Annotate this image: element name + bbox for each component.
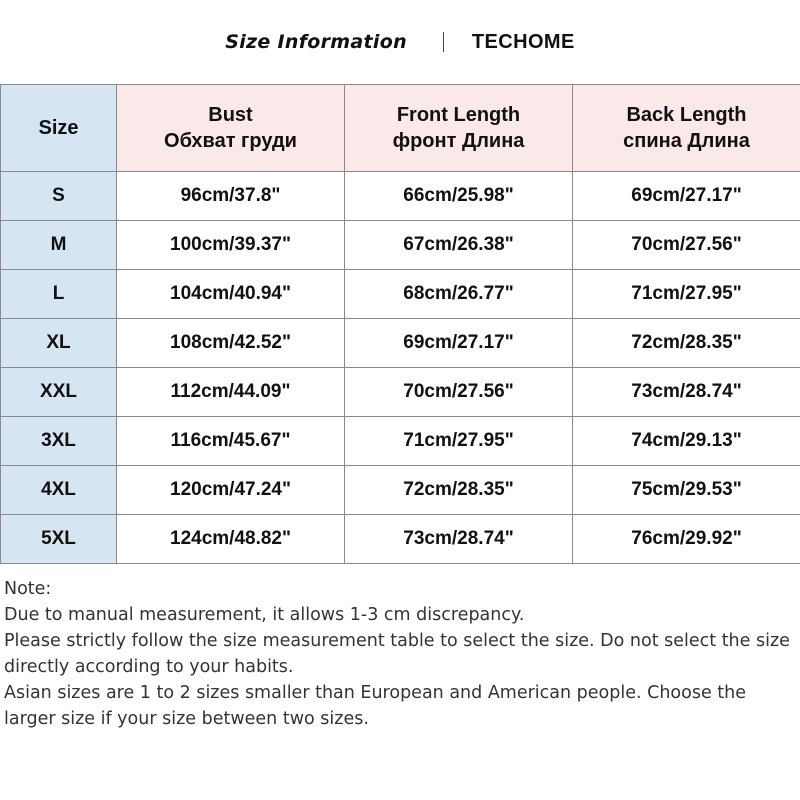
front-length-cell: 67cm/26.38": [345, 221, 573, 270]
bust-cell: 116cm/45.67": [117, 417, 345, 466]
size-cell: XL: [1, 319, 117, 368]
size-cell: 5XL: [1, 515, 117, 564]
table-row: [1, 221, 800, 270]
table-row: [1, 417, 800, 466]
table-row: [1, 319, 800, 368]
back-length-cell: 69cm/27.17": [573, 172, 800, 221]
bust-cell: 120cm/47.24": [117, 466, 345, 515]
bust-cell: 124cm/48.82": [117, 515, 345, 564]
table-row: [1, 270, 800, 319]
size-cell: XXL: [1, 368, 117, 417]
note-line: Please strictly follow the size measurement table to select the size. Do not select the size directly according to your habits.: [4, 631, 790, 677]
size-cell: 3XL: [1, 417, 117, 466]
page-title: Size Information: [225, 31, 407, 53]
column-header-label-ru: фронт Длина: [392, 130, 525, 152]
note-line: Asian sizes are 1 to 2 sizes smaller than European and American people. Choose the larger size if your size between two sizes.: [4, 683, 746, 729]
column-header-front-length: [345, 85, 573, 172]
size-cell: 4XL: [1, 466, 117, 515]
note-section: [4, 576, 794, 732]
brand-name: TECHOME: [471, 30, 575, 53]
back-length-cell: 73cm/28.74": [573, 368, 800, 417]
size-cell: M: [1, 221, 117, 270]
back-length-cell: 71cm/27.95": [573, 270, 800, 319]
column-header-label-ru: Обхват груди: [164, 130, 297, 152]
bust-cell: 100cm/39.37": [117, 221, 345, 270]
column-header-size: [1, 85, 117, 172]
column-header-label-ru: спина Длина: [623, 130, 750, 152]
front-length-cell: 68cm/26.77": [345, 270, 573, 319]
bust-cell: 108cm/42.52": [117, 319, 345, 368]
front-length-cell: 73cm/28.74": [345, 515, 573, 564]
size-cell: L: [1, 270, 117, 319]
table-row: [1, 466, 800, 515]
front-length-cell: 69cm/27.17": [345, 319, 573, 368]
back-length-cell: 75cm/29.53": [573, 466, 800, 515]
bust-cell: 112cm/44.09": [117, 368, 345, 417]
note-line: Due to manual measurement, it allows 1-3 cm discrepancy.: [4, 605, 525, 625]
front-length-cell: 71cm/27.95": [345, 417, 573, 466]
table-header-row: [1, 85, 800, 172]
note-heading: Note:: [4, 579, 52, 599]
table-row: [1, 368, 800, 417]
back-length-cell: 70cm/27.56": [573, 221, 800, 270]
table-row: [1, 515, 800, 564]
front-length-cell: 66cm/25.98": [345, 172, 573, 221]
bust-cell: 104cm/40.94": [117, 270, 345, 319]
title-divider: [443, 32, 444, 52]
back-length-cell: 72cm/28.35": [573, 319, 800, 368]
column-header-label-en: Back Length: [626, 104, 747, 126]
front-length-cell: 72cm/28.35": [345, 466, 573, 515]
column-header-label-en: Front Length: [396, 104, 521, 126]
column-header-bust: [117, 85, 345, 172]
header: [0, 0, 800, 84]
column-header-label-en: Bust: [208, 104, 253, 126]
back-length-cell: 74cm/29.13": [573, 417, 800, 466]
column-header-label: Size: [38, 117, 79, 139]
size-table: [0, 84, 800, 564]
bust-cell: 96cm/37.8": [117, 172, 345, 221]
back-length-cell: 76cm/29.92": [573, 515, 800, 564]
table-row: [1, 172, 800, 221]
column-header-back-length: [573, 85, 800, 172]
size-cell: S: [1, 172, 117, 221]
front-length-cell: 70cm/27.56": [345, 368, 573, 417]
